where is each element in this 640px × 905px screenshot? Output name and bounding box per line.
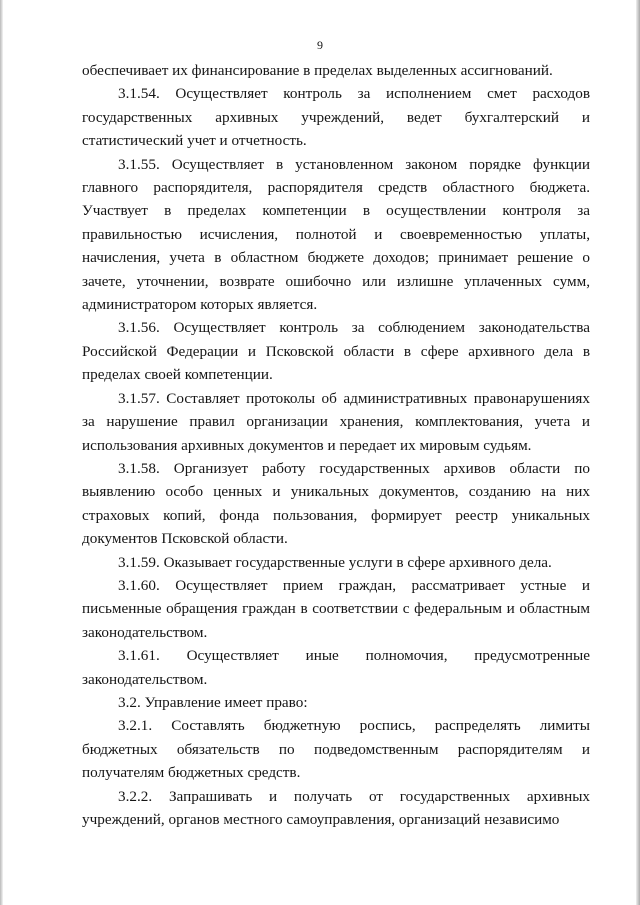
paragraph-continuation: обеспечивает их финансирование в пределах выделенных ассигнований.: [82, 62, 553, 79]
paragraph-3-1-61: 3.1.61. Осуществляет иные полномочия, предусмотренные законодательством.: [82, 647, 590, 688]
paragraph-3-2-1: 3.2.1. Составлять бюджетную роспись, распределять лимиты бюджетных обязательств по подведомственным распорядителям и получателям бюджетных средств.: [82, 717, 590, 782]
paragraph-3-1-58: 3.1.58. Организует работу государственных архивов области по выявлению особо ценных и уникальных документов, созданию на них страховых копий, фонда пользования, формирует реестр уникальных документов Псковской области.: [82, 459, 590, 548]
paragraph-3-1-60: 3.1.60. Осуществляет прием граждан, рассматривает устные и письменные обращения граждан в соответствии с федеральным и областным законодательством.: [82, 576, 590, 641]
paragraph-3-2-2: 3.2.2. Запрашивать и получать от государственных архивных учреждений, органов местного самоуправления, организаций независимо: [82, 787, 590, 828]
paragraph-3-1-54: 3.1.54. Осуществляет контроль за исполнением смет расходов государственных архивных учреждений, ведет бухгалтерский и статистический учет и отчетность.: [82, 85, 590, 150]
paragraph-3-2-heading: 3.2. Управление имеет право:: [118, 693, 308, 711]
scan-edge-left: [0, 0, 3, 905]
document-body: [82, 59, 590, 831]
paragraph-3-1-59: 3.1.59. Оказывает государственные услуги в сфере архивного дела.: [118, 553, 552, 571]
page-number: 9: [317, 38, 323, 52]
paragraph-3-1-57: 3.1.57. Составляет протоколы об административных правонарушениях за нарушение правил организации хранения, комплектования, учета и использования архивных документов и передает их мировым судьям.: [82, 389, 590, 454]
paragraph-3-1-56: 3.1.56. Осуществляет контроль за соблюдением законодательства Российской Федерации и Псковской области в сфере архивного дела в пределах своей компетенции.: [82, 319, 590, 384]
paragraph-3-1-55: 3.1.55. Осуществляет в установленном законом порядке функции главного распорядителя, распорядителя средств областного бюджета. Участвует в пределах компетенции в осуществлении контроля за правильностью исчисления, полнотой и своевременностью уплаты, начисления, учета в областном бюджете доходов; принимает решение о зачете, уточнении, возврате ошибочно или излишне уплаченных сумм, администратором которых является.: [82, 155, 590, 314]
scan-edge-right: [636, 0, 640, 905]
